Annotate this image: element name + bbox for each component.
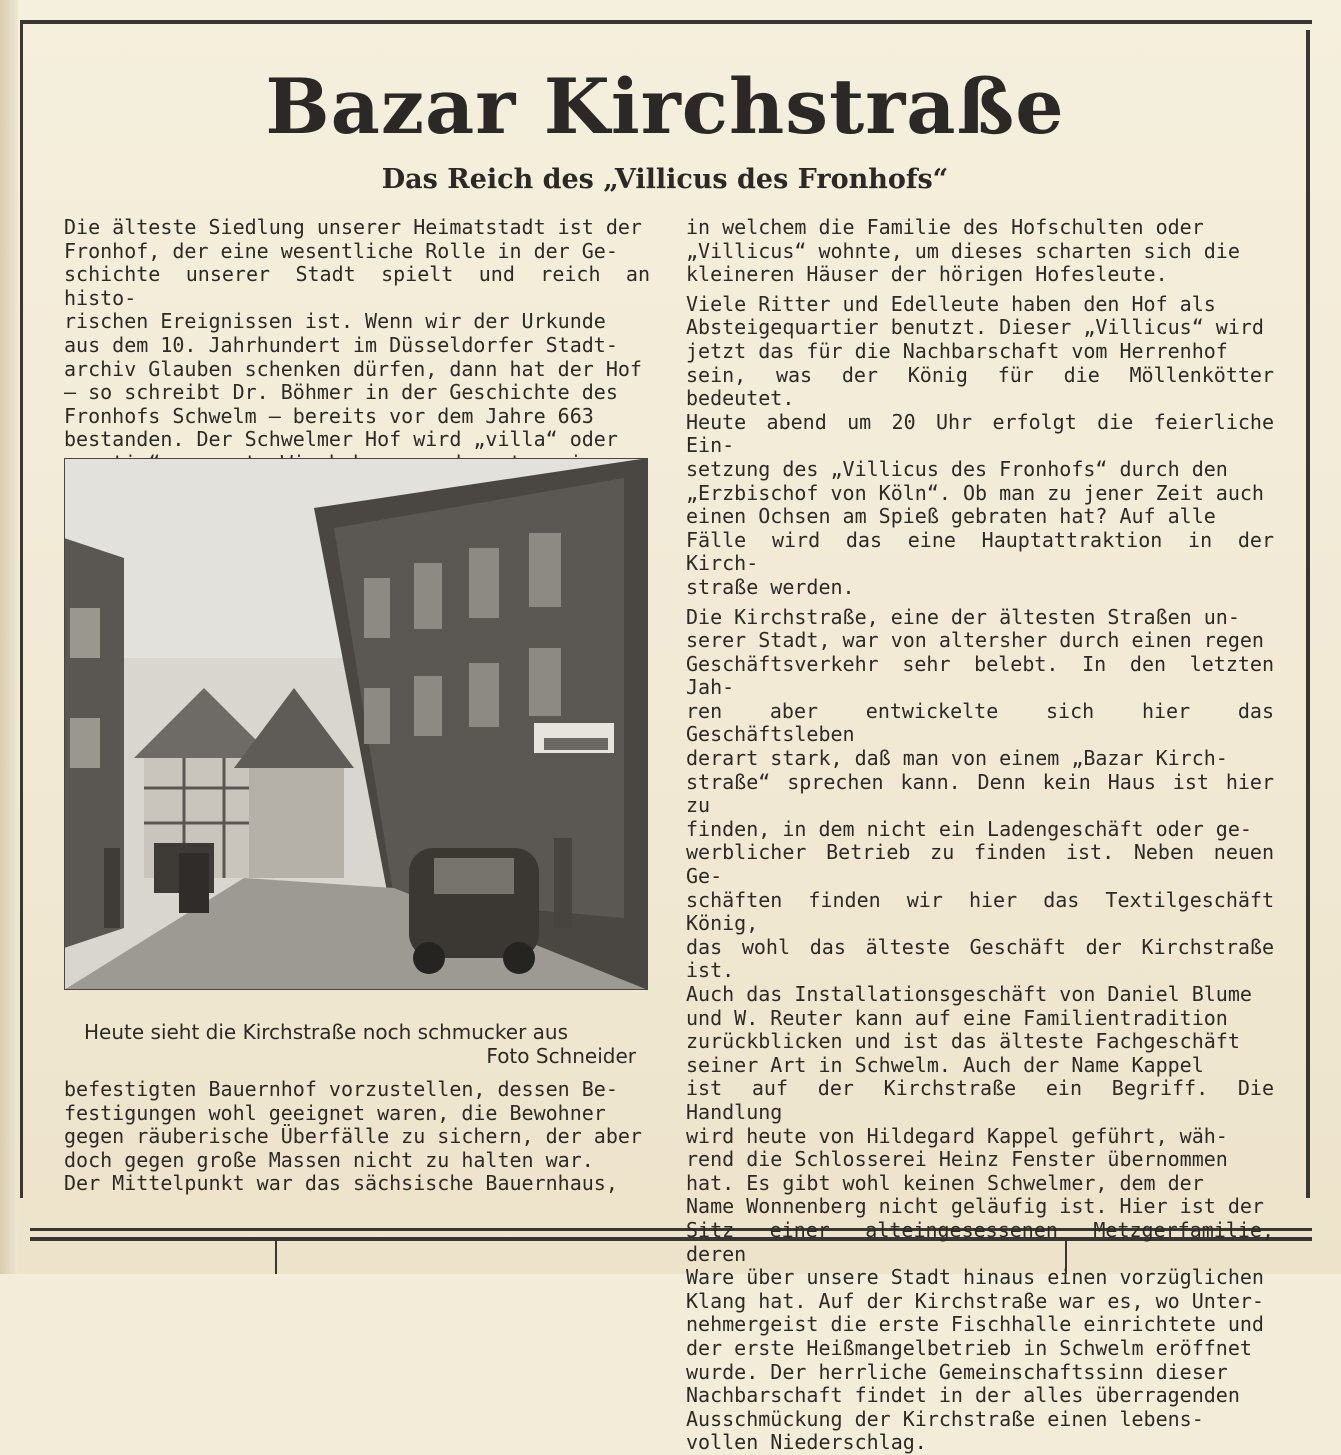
article-paragraph: in welchem die Familie des Hofschulten oder „Villicus“ wohnte, um dieses scharten sich die kleineren Häuser der hörigen Hofesleute.	[686, 215, 1240, 287]
article-paragraph: Viele Ritter und Edelleute haben den Hof als Absteigequartier benutzt. Dieser „Villicus“ wird jetzt das für die Nachbarschaft vom Herrenhof sein, was der König für die Möllenkötter bedeutet. Heute abend um 20 Uhr erfolgt die feierliche Ein- setzung des „Villicus des Fronhofs“ durch den „Erzbischof von Köln“. Ob man zu jener Zeit auch einen Ochsen am Spieß gebraten hat? Auf alle Fälle wird das eine Hauptattraktion in der Kirch- straße werden.	[686, 291, 1274, 599]
article-column-right	[686, 216, 1274, 1455]
photo-caption	[84, 1020, 636, 1068]
article-paragraph: Die Kirchstraße, eine der ältesten Straßen un- serer Stadt, war von altersher durch einen regen Geschäftsverkehr sehr belebt. In den letzten Jah- ren aber entwickelte sich hier das Geschäftsleben derart stark, daß man von einem „Bazar Kirch- straße“ sprechen kann. Denn kein Haus ist hier zu finden, in dem nicht ein Ladengeschäft oder ge- werblicher Betrieb zu finden ist. Neben neuen Ge- schäften finden wir hier das Textilgeschäft König, das wohl das älteste Geschäft der Kirchstraße ist. Auch das Installationsgeschäft von Daniel Blume und W. Reuter kann auf eine Familientradition zurückblicken und ist das älteste Fachgeschäft seiner Art in Schwelm. Auch der Name Kappel ist auf der Kirchstraße ein Begriff. Die Handlung wird heute von Hildegard Kappel geführt, wäh- rend die Schlosserei Heinz Fenster übernommen hat. Es gibt wohl keinen Schwelmer, dem der Name Wonnenberg nicht geläufig ist. Hier ist der Sitz einer alteingesessenen Metzgerfamilie, deren Ware über unsere Stadt hinaus einen vorzüglichen Klang hat. Auf der Kirchstraße war es, wo Unter- nehmergeist die erste Fischhalle einrichtete und der erste Heißmangelbetrieb in Schwelm eröffnet wurde. Der herrliche Gemeinschaftssinn dieser Nachbarschaft findet in der alles überragenden Ausschmückung der Kirchstraße einen lebens- vollen Niederschlag.	[686, 604, 1274, 1455]
article-paragraph: befestigten Bauernhof vorzustellen, dessen Be- festigungen wohl geeignet waren, die Bewohner gegen räuberische Überfälle zu sichern, der aber doch gegen große Massen nicht zu halten war. Der Mittelpunkt war das sächsische Bauernhaus,	[64, 1077, 642, 1196]
caption-text: Heute sieht die Kirchstraße noch schmucker aus	[84, 1020, 569, 1044]
frame-rule-top	[20, 20, 1312, 24]
article-column-left-bottom	[64, 1078, 650, 1196]
article-headline: Bazar Kirchstraße	[265, 62, 1065, 151]
frame-rule-right	[1306, 30, 1310, 1198]
article-subheadline: Das Reich des „Villicus des Fronhofs“	[381, 164, 949, 195]
street-photo	[64, 458, 648, 990]
photo-credit: Foto Schneider	[486, 1044, 636, 1068]
article-paragraph: Die älteste Siedlung unserer Heimatstadt ist der Fronhof, der eine wesentliche Rolle in der Ge- schichte unserer Stadt spielt und reich an histo- rischen Ereignissen ist. Wenn wir der Urkunde aus dem 10. Jahrhundert im Düsseldorfer Stadt- archiv Glauben schenken dürfen, dann hat der Hof — so schreibt Dr. Böhmer in der Geschichte des Fronhofs Schwelm — bereits vor dem Jahre 663 bestanden. Der Schwelmer Hof wird „villa“ oder	[64, 215, 650, 452]
column-divider	[275, 1241, 277, 1274]
article-column-left-top	[64, 216, 650, 476]
